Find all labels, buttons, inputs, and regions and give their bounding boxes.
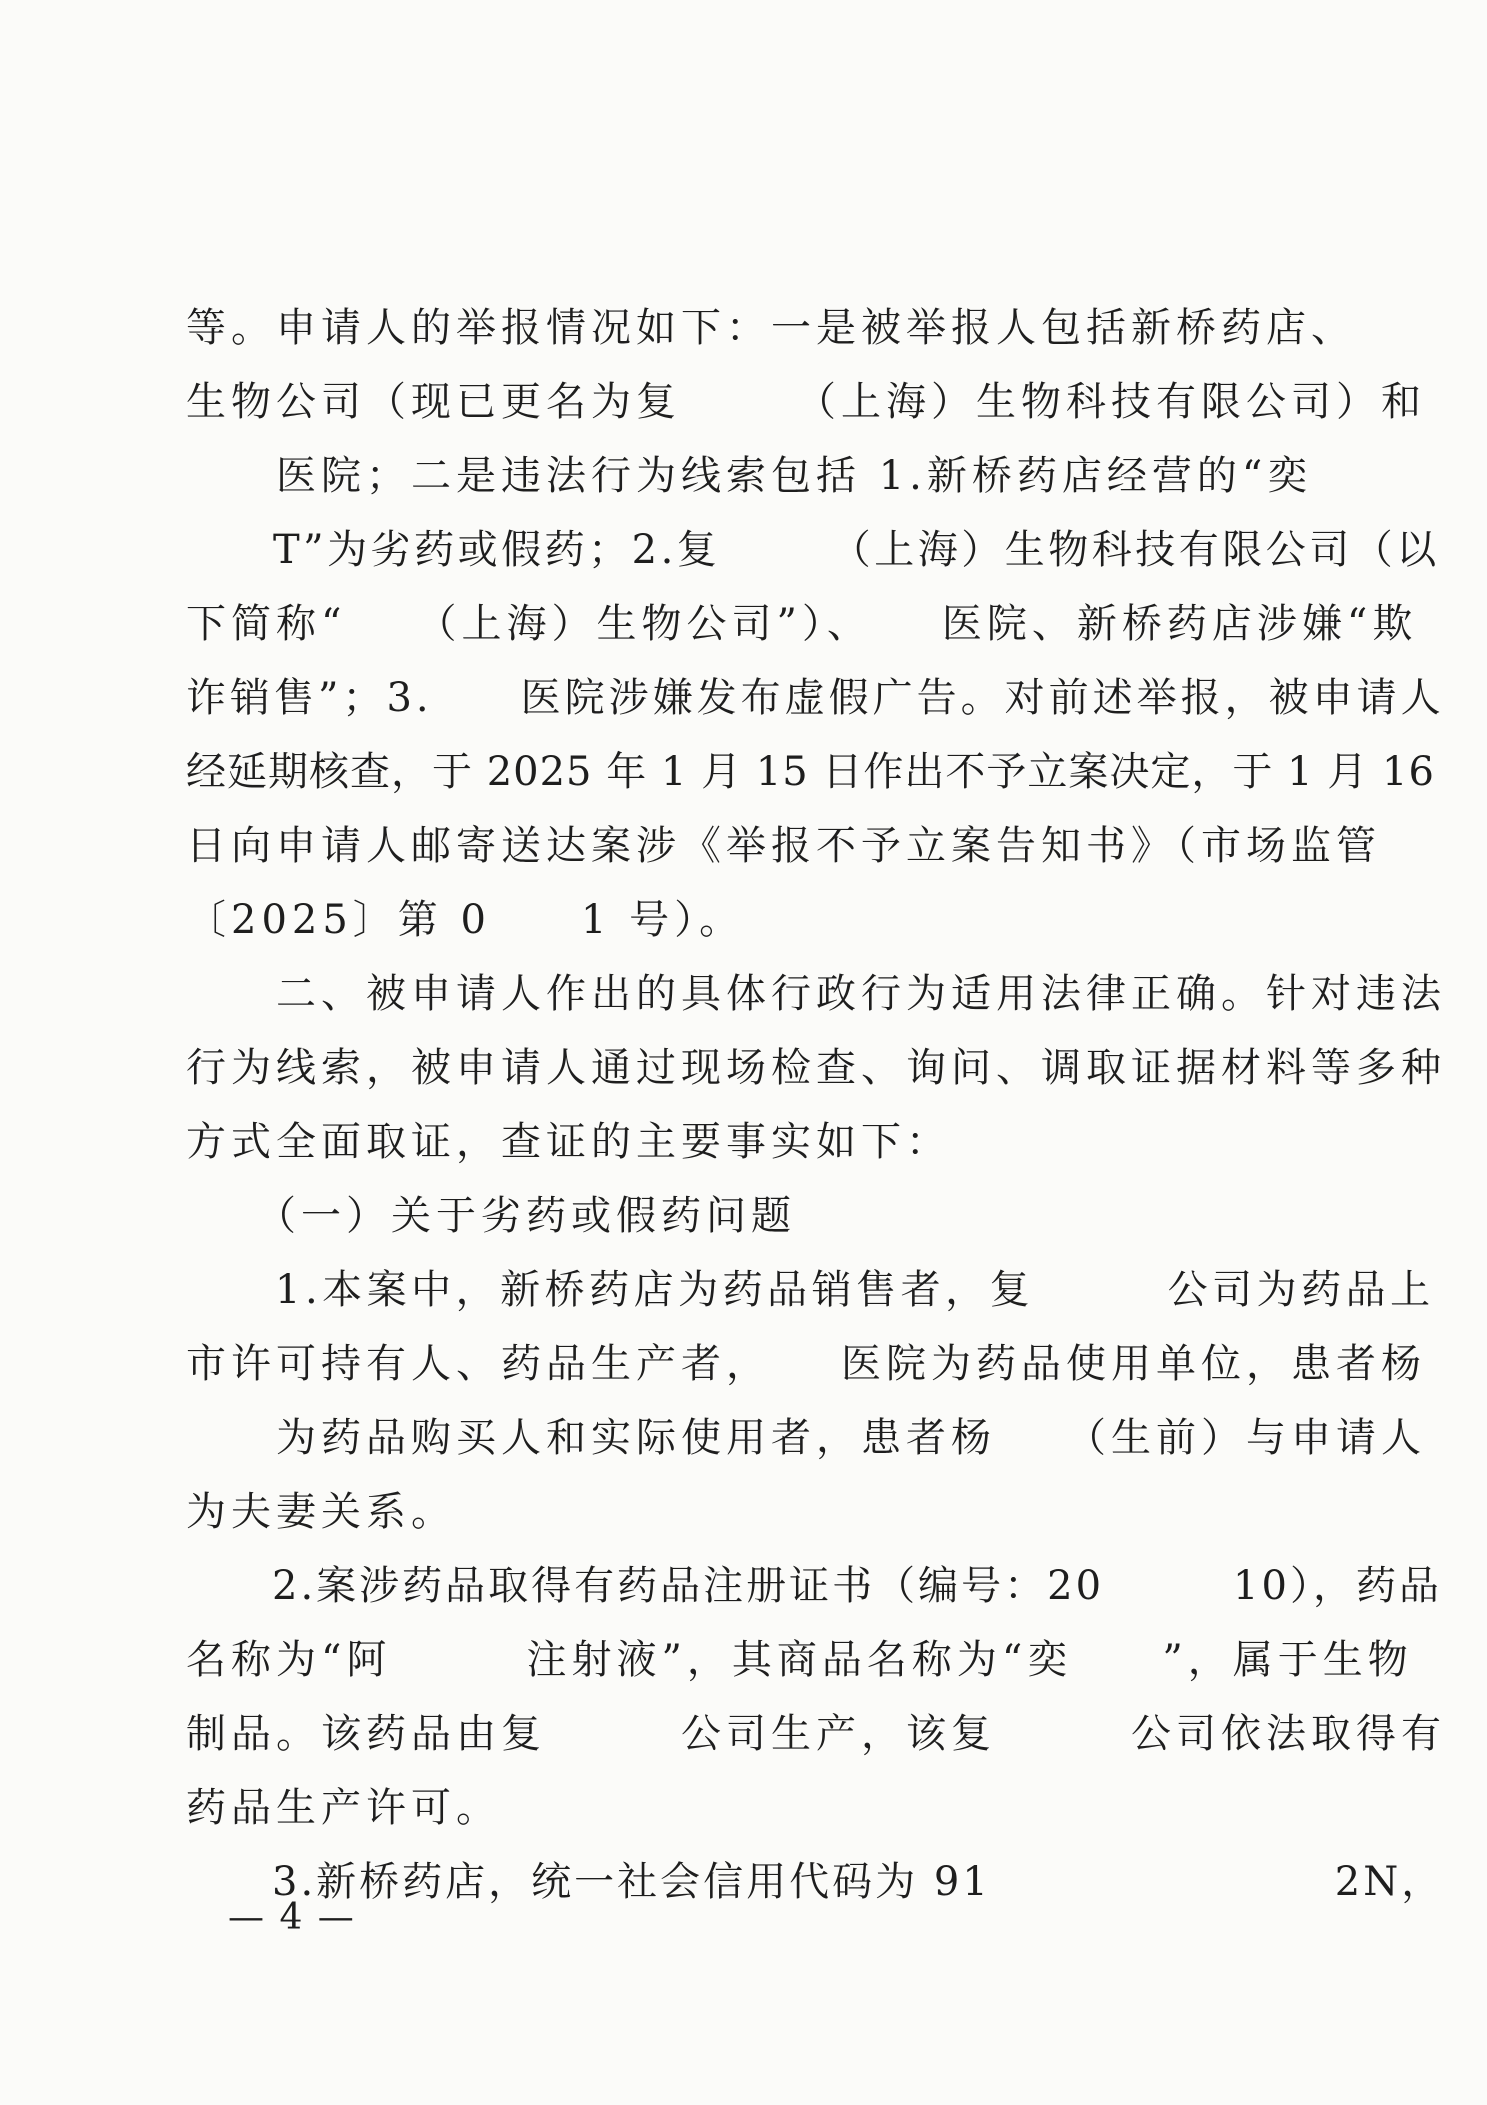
text-line: 3.新桥药店，统一社会信用代码为 91 2N， (186, 1859, 1445, 1905)
text-line: 〔2025〕第 0 1 号）。 (186, 897, 745, 943)
text-line: 行为线索，被申请人通过现场检查、询问、调取证据材料等多种 (186, 1045, 1446, 1091)
text-line: 为夫妻关系。 (186, 1489, 456, 1535)
text-line: 医院；二是违法行为线索包括 1.新桥药店经营的“奕 (186, 453, 1313, 499)
text-line: （一）关于劣药或假药问题 (186, 1193, 796, 1239)
text-line: 名称为“阿 注射液”，其商品名称为“奕 ”，属于生物 (186, 1637, 1413, 1683)
text-line: 方式全面取证，查证的主要事实如下： (186, 1119, 951, 1165)
page-number: — 4 — (228, 1897, 356, 1938)
text-line: 2.案涉药品取得有药品注册证书（编号：20 10），药品 (186, 1563, 1442, 1609)
text-line: 生物公司（现已更名为复 （上海）生物科技有限公司）和 (186, 379, 1426, 425)
text-line: 为药品购买人和实际使用者，患者杨 （生前）与申请人 (186, 1415, 1426, 1461)
text-line: 下简称“ （上海）生物公司”）、 医院、新桥药店涉嫌“欺 (186, 601, 1418, 647)
text-line: 日向申请人邮寄送达案涉《举报不予立案告知书》（市场监管 (186, 823, 1381, 869)
text-line: T”为劣药或假药；2.复 （上海）生物科技有限公司（以 (186, 527, 1440, 573)
text-line: 二、被申请人作出的具体行政行为适用法律正确。针对违法 (186, 971, 1446, 1017)
text-line: 制品。该药品由复 公司生产，该复 公司依法取得有 (186, 1711, 1446, 1757)
text-line: 药品生产许可。 (186, 1785, 501, 1831)
text-line: 市许可持有人、药品生产者， 医院为药品使用单位，患者杨 (186, 1341, 1426, 1387)
text-line: 等。申请人的举报情况如下：一是被举报人包括新桥药店、 (186, 305, 1356, 351)
text-line: 经延期核查，于 2025 年 1 月 15 日作出不予立案决定，于 1 月 16 (186, 749, 1435, 795)
text-line: 1.本案中，新桥药店为药品销售者，复 公司为药品上 (186, 1267, 1435, 1313)
text-line: 诈销售”；3. 医院涉嫌发布虚假广告。对前述举报，被申请人 (186, 675, 1445, 721)
